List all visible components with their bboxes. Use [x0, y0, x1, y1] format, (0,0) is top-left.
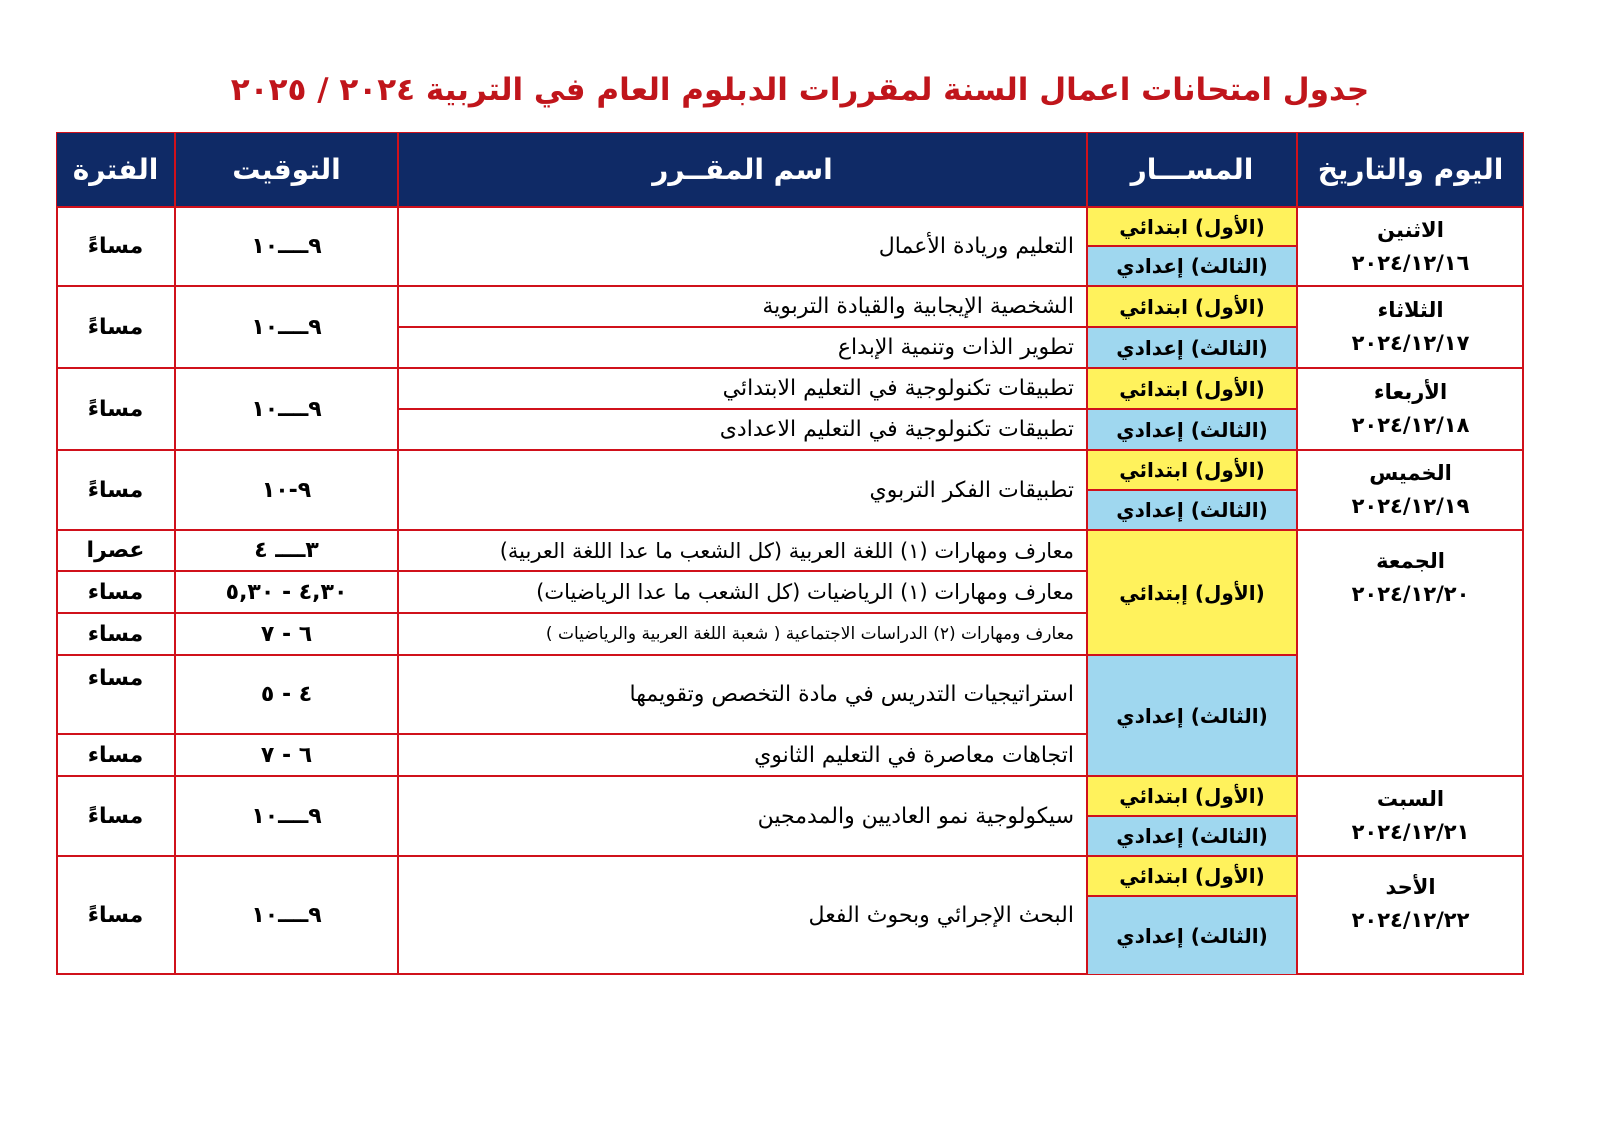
course-name: تطوير الذات وتنمية الإبداع — [398, 327, 1087, 368]
day-date: ٢٠٢٤/١٢/٢٢ — [1351, 907, 1470, 932]
day-date: ٢٠٢٤/١٢/١٩ — [1351, 494, 1470, 518]
exam-time: ٦ - ٧ — [175, 734, 398, 776]
track-third-prep: (الثالث) إعدادي — [1087, 327, 1297, 368]
day-date: ٢٠٢٤/١٢/١٨ — [1351, 413, 1470, 437]
exam-period: مساءً — [56, 856, 175, 975]
day-date: ٢٠٢٤/١٢/١٦ — [1351, 250, 1470, 275]
day-name: الخميس — [1369, 461, 1452, 486]
exam-period: مساءً — [56, 286, 175, 368]
track-first-primary: (الأول) إبتدائي — [1087, 530, 1297, 655]
day-cell-sunday — [1297, 856, 1524, 975]
exam-time: ٩ــــ١٠ — [175, 856, 398, 975]
track-third-prep: (الثالث) إعدادي — [1087, 490, 1297, 530]
track-third-prep: (الثالث) إعدادي — [1087, 896, 1297, 975]
track-first-primary: (الأول) ابتدائي — [1087, 207, 1297, 246]
track-third-prep: (الثالث) إعدادي — [1087, 246, 1297, 286]
course-name: استراتيجيات التدريس في مادة التخصص وتقويمها — [398, 655, 1087, 734]
course-name: تطبيقات تكنولوجية في التعليم الابتدائي — [398, 368, 1087, 409]
track-first-primary: (الأول) ابتدائي — [1087, 368, 1297, 409]
day-name: الأربعاء — [1373, 380, 1448, 405]
course-name: التعليم وريادة الأعمال — [398, 207, 1087, 286]
course-name: معارف ومهارات (١) الرياضيات (كل الشعب ما عدا الرياضيات) — [398, 571, 1087, 613]
day-cell-wednesday — [1297, 368, 1524, 450]
day-date: ٢٠٢٤/١٢/٢١ — [1351, 820, 1470, 844]
track-third-prep: (الثالث) إعدادي — [1087, 655, 1297, 776]
day-cell-friday — [1297, 530, 1524, 776]
course-name: الشخصية الإيجابية والقيادة التربوية — [398, 286, 1087, 327]
track-first-primary: (الأول) ابتدائي — [1087, 286, 1297, 327]
day-date: ٢٠٢٤/١٢/١٧ — [1351, 331, 1470, 355]
exam-time: ٩ــــ١٠ — [175, 207, 398, 286]
exam-period: مساء — [56, 571, 175, 613]
header-period: الفترة — [56, 132, 175, 207]
day-name: السبت — [1376, 787, 1445, 812]
track-third-prep: (الثالث) إعدادي — [1087, 816, 1297, 856]
exam-time: ٣ــــ ٤ — [175, 530, 398, 571]
course-name: تطبيقات الفكر التربوي — [398, 450, 1087, 530]
day-cell-tuesday — [1297, 286, 1524, 368]
track-third-prep: (الثالث) إعدادي — [1087, 409, 1297, 450]
day-name: الاثنين — [1377, 217, 1444, 242]
day-name: الثلاثاء — [1377, 298, 1444, 323]
track-first-primary: (الأول) ابتدائي — [1087, 450, 1297, 490]
exam-period: مساءً — [56, 776, 175, 856]
exam-time: ٩-١٠ — [175, 450, 398, 530]
exam-time: ٤,٣٠ - ٥,٣٠ — [175, 571, 398, 613]
course-name: معارف ومهارات (٢) الدراسات الاجتماعية ( شعبة اللغة العربية والرياضيات ) — [398, 613, 1087, 655]
exam-time: ٤ - ٥ — [175, 655, 398, 734]
day-cell-monday — [1297, 207, 1524, 286]
exam-period: مساءً — [56, 368, 175, 450]
exam-time: ٩ــــ١٠ — [175, 776, 398, 856]
exam-period: عصرا — [56, 530, 175, 571]
exam-period: مساء — [56, 613, 175, 655]
exam-period: مساءً — [56, 207, 175, 286]
course-name: اتجاهات معاصرة في التعليم الثانوي — [398, 734, 1087, 776]
day-date: ٢٠٢٤/١٢/٢٠ — [1351, 581, 1470, 606]
exam-time: ٩ــــ١٠ — [175, 368, 398, 450]
course-name: سيكولوجية نمو العاديين والمدمجين — [398, 776, 1087, 856]
day-cell-saturday — [1297, 776, 1524, 856]
exam-time: ٩ــــ١٠ — [175, 286, 398, 368]
day-cell-thursday — [1297, 450, 1524, 530]
day-name: الجمعة — [1376, 549, 1445, 573]
header-track: المســـار — [1087, 132, 1297, 207]
page-title: جدول امتحانات اعمال السنة لمقررات الدبلوم العام في التربية ٢٠٢٤ / ٢٠٢٥ — [230, 72, 1370, 108]
day-name: الأحد — [1385, 875, 1436, 899]
exam-period: مساء — [56, 655, 175, 734]
exam-time: ٦ - ٧ — [175, 613, 398, 655]
course-name: البحث الإجرائي وبحوث الفعل — [398, 856, 1087, 975]
course-name: معارف ومهارات (١) اللغة العربية (كل الشعب ما عدا اللغة العربية) — [398, 530, 1087, 571]
header-course: اسم المقــرر — [398, 132, 1087, 207]
track-first-primary: (الأول) ابتدائي — [1087, 856, 1297, 896]
header-time: التوقيت — [175, 132, 398, 207]
header-day-date: اليوم والتاريخ — [1297, 132, 1524, 207]
exam-period: مساءً — [56, 450, 175, 530]
track-first-primary: (الأول) ابتدائي — [1087, 776, 1297, 816]
exam-period: مساء — [56, 734, 175, 776]
course-name: تطبيقات تكنولوجية في التعليم الاعدادى — [398, 409, 1087, 450]
